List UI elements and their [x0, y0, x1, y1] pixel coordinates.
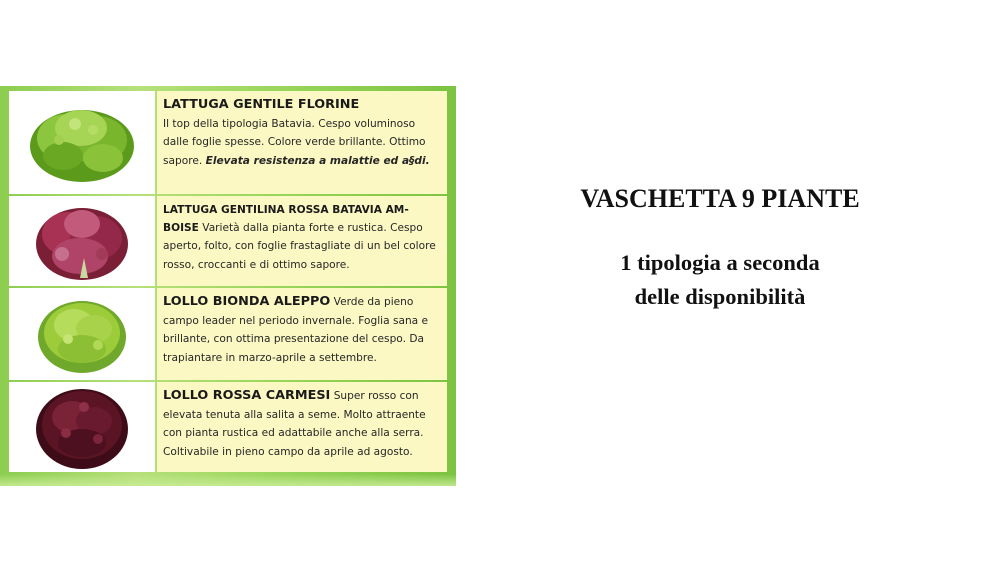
- variety-text: [157, 196, 447, 286]
- lettuce-lollo-rossa-icon: [32, 383, 132, 471]
- offer-panel: [540, 180, 900, 314]
- variety-description: Super rosso con elevata tenuta alla salita a seme. Molto attraente con pianta rustica ed adattabile anche alla serra. Coltivabile in pieno campo da aprile ad agosto.: [163, 390, 426, 458]
- variety-text: [157, 382, 447, 472]
- variety-catalog: [0, 86, 456, 486]
- variety-description: Il top della tipologia Batavia. Cespo voluminoso dalle foglie spesse. Colore verde brillante. Ottimo sapore.: [163, 117, 426, 167]
- variety-text: [157, 91, 447, 194]
- offer-line-1: 1 tipologia a seconda: [620, 250, 820, 275]
- lettuce-green-florine-image: [9, 91, 155, 194]
- variety-row: [9, 288, 447, 380]
- offer-line-2: delle disponibilità: [634, 284, 806, 309]
- lettuce-lollo-bionda-image: [9, 288, 155, 380]
- variety-title: LOLLO ROSSA CARMESI: [163, 388, 331, 403]
- variety-title: LATTUGA GENTILE FLORINE: [163, 97, 360, 112]
- offer-heading: VASCHETTA 9 PIANTE: [580, 184, 860, 213]
- offer-subtext: [540, 246, 900, 314]
- lettuce-red-batavia-icon: [30, 198, 134, 284]
- lettuce-lollo-bionda-icon: [34, 293, 130, 375]
- lettuce-red-batavia-image: [9, 196, 155, 286]
- variety-text: [157, 288, 447, 380]
- variety-description: Verde da pieno campo leader nel periodo invernale. Foglia sana e brillante, con ottima presentazione del cespo. Da trapiantare in marzo-aprile a settembre.: [163, 296, 429, 364]
- variety-emphasis: Elevata resistenza a malattie ed a§di.: [205, 154, 430, 167]
- variety-description: Varietà dalla pianta forte e rustica. Cespo aperto, folto, con foglie frastagliate di un bel colore rosso, croccanti e di ottimo sapore.: [163, 222, 436, 271]
- variety-title: LOLLO BIONDA ALEPPO: [163, 294, 331, 309]
- variety-table: [9, 91, 447, 472]
- lettuce-lollo-rossa-image: [9, 382, 155, 472]
- variety-title: LATTUGA GENTILINA ROSSA BATAVIA AM-BOISE: [163, 204, 409, 235]
- variety-row: [9, 196, 447, 286]
- lettuce-green-florine-icon: [23, 100, 141, 186]
- variety-row: [9, 382, 447, 472]
- variety-row: [9, 91, 447, 194]
